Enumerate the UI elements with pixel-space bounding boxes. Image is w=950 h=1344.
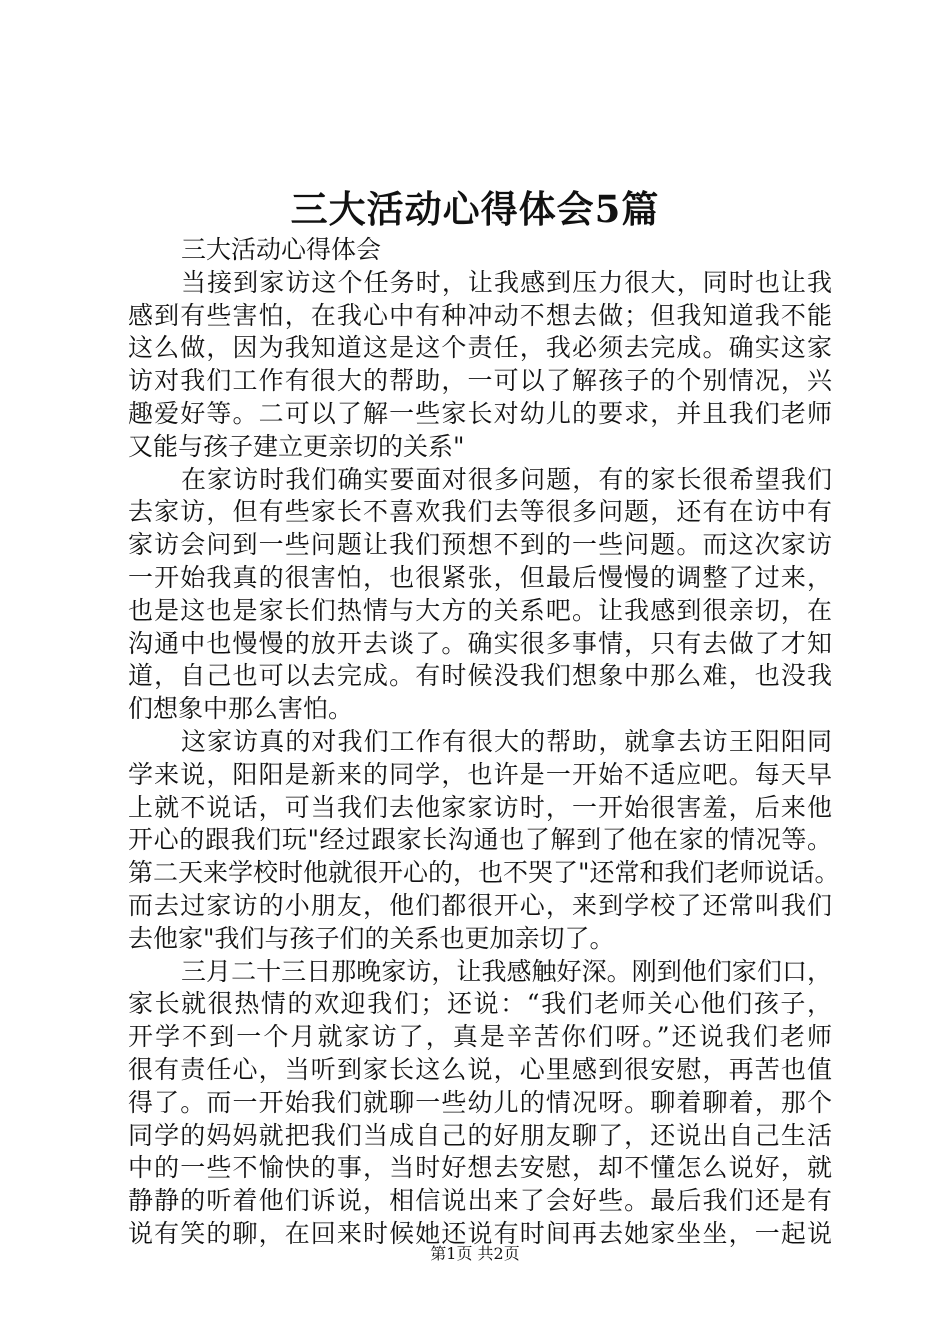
text-line: 也是这也是家长们热情与大方的关系吧。让我感到很亲切，在	[128, 595, 832, 625]
text-line: 中的一些不愉快的事，当时好想去安慰，却不懂怎么说好，就	[128, 1153, 832, 1183]
text-line: 而去过家访的小朋友，他们都很开心，来到学校了还常叫我们	[128, 890, 832, 920]
text-line: 趣爱好等。二可以了解一些家长对幼儿的要求，并且我们老师	[128, 398, 832, 428]
text-line: 得了。而一开始我们就聊一些幼儿的情况呀。聊着聊着，那个	[128, 1087, 832, 1117]
text-line: 第二天来学校时他就很开心的，也不哭了"还常和我们老师说话。	[128, 858, 840, 888]
text-line: 学来说，阳阳是新来的同学，也许是一开始不适应吧。每天早	[128, 759, 832, 789]
text-line: 们想象中那么害怕。	[128, 694, 354, 724]
text-line: 访对我们工作有很大的帮助，一可以了解孩子的个别情况，兴	[128, 366, 832, 396]
text-line: 家长就很热情的欢迎我们；还说：“我们老师关心他们孩子，	[128, 989, 832, 1019]
text-line: 三月二十三日那晚家访，让我感触好深。刚到他们家们口，	[181, 956, 832, 986]
text-line: 这么做，因为我知道这是这个责任，我必须去完成。确实这家	[128, 333, 832, 363]
text-line: 一开始我真的很害怕，也很紧张，但最后慢慢的调整了过来，	[128, 562, 832, 592]
text-line: 开心的跟我们玩"经过跟家长沟通也了解到了他在家的情况等。	[128, 825, 832, 855]
text-line: 又能与孩子建立更亲切的关系"	[128, 431, 465, 461]
text-line: 这家访真的对我们工作有很大的帮助，就拿去访王阳阳同	[181, 726, 832, 756]
text-line: 家访会问到一些问题让我们预想不到的一些问题。而这次家访	[128, 530, 832, 560]
text-line: 沟通中也慢慢的放开去谈了。确实很多事情，只有去做了才知	[128, 628, 832, 658]
text-line: 当接到家访这个任务时，让我感到压力很大，同时也让我	[181, 267, 832, 297]
text-line: 道，自己也可以去完成。有时候没我们想象中那么难，也没我	[128, 661, 832, 691]
text-line: 去他家"我们与孩子们的关系也更加亲切了。	[128, 923, 615, 953]
text-line: 开学不到一个月就家访了，真是辛苦你们呀。”还说我们老师	[128, 1022, 832, 1052]
text-line: 上就不说话，可当我们去他家家访时，一开始很害羞，后来他	[128, 792, 832, 822]
text-line: 在家访时我们确实要面对很多问题，有的家长很希望我们	[181, 464, 832, 494]
text-line: 同学的妈妈就把我们当成自己的好朋友聊了，还说出自己生活	[128, 1120, 832, 1150]
text-line: 感到有些害怕，在我心中有种冲动不想去做；但我知道我不能	[128, 300, 832, 330]
text-line: 很有责任心，当听到家长这么说，心里感到很安慰，再苦也值	[128, 1054, 832, 1084]
page-footer: 第1页 共2页	[430, 1244, 520, 1263]
text-line: 说有笑的聊，在回来时候她还说有时间再去她家坐坐，一起说	[128, 1218, 832, 1248]
document-title: 三大活动心得体会5篇	[290, 187, 660, 231]
text-line: 去家访，但有些家长不喜欢我们去等很多问题，还有在访中有	[128, 497, 832, 527]
document-body	[128, 234, 840, 1251]
section-subtitle: 三大活动心得体会	[181, 235, 382, 264]
text-line: 静静的听着他们诉说，相信说出来了会好些。最后我们还是有	[128, 1186, 832, 1216]
